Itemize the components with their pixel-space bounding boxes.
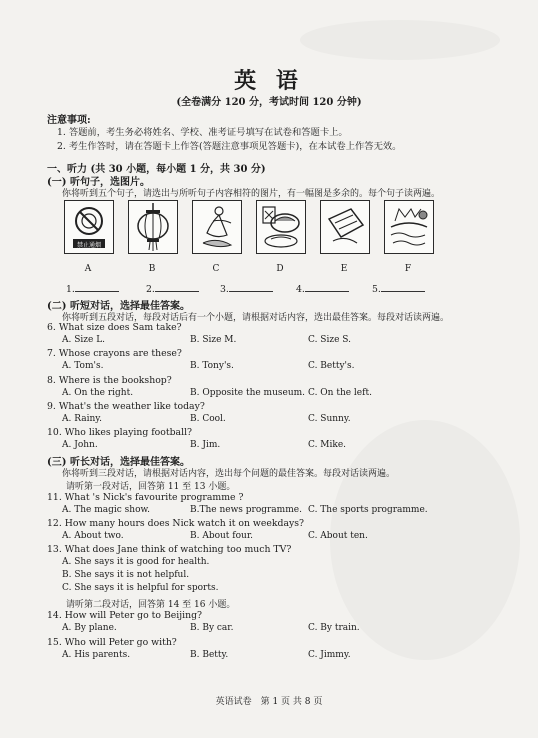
option-b[interactable]: B. About four.: [190, 531, 254, 541]
blank-number: 5.: [372, 284, 381, 295]
page-footer: 英语试卷 第 1 页 共 8 页: [215, 697, 323, 707]
part-instruction: 你将听到三段对话，请根据对话内容，选出每个问题的最佳答案。每段对话读两遍。: [62, 469, 396, 479]
picture-d-dumplings: [256, 200, 306, 254]
option-a[interactable]: A. She says it is good for health.: [62, 557, 210, 567]
part-heading: (二) 听短对话，选择最佳答案。: [47, 301, 190, 312]
option-c[interactable]: C. On the left.: [308, 388, 372, 398]
option-c[interactable]: C. She says it is helpful for sports.: [62, 583, 219, 593]
section-heading: 一、听力 (共 30 小题，每小题 1 分，共 30 分): [47, 164, 266, 175]
option-b[interactable]: B.The news programme.: [190, 505, 302, 515]
option-a[interactable]: A. Size L.: [62, 335, 106, 345]
scan-smudge: [300, 20, 500, 60]
blank-line: [229, 282, 273, 292]
question-7: 7. Whose crayons are these?: [47, 348, 182, 359]
blank-number: 4.: [296, 284, 305, 295]
blank-line: [75, 282, 119, 292]
question-6: 6. What size does Sam take?: [47, 322, 182, 333]
sign-text: 禁止通烟: [77, 242, 102, 249]
part-heading: (三) 听长对话，选择最佳答案。: [47, 457, 190, 468]
answer-blank-4[interactable]: [296, 282, 349, 295]
answer-blank-2[interactable]: [146, 282, 199, 295]
option-a[interactable]: A. By plane.: [62, 623, 117, 633]
option-c[interactable]: C. Sunny.: [308, 414, 351, 424]
question-9: 9. What's the weather like today?: [47, 401, 205, 412]
option-b[interactable]: B. Betty.: [190, 650, 229, 660]
blank-number: 1.: [66, 284, 75, 295]
answer-blank-3[interactable]: [220, 282, 273, 295]
question-13: 13. What does Jane think of watching too much TV?: [47, 544, 292, 555]
option-c[interactable]: C. By train.: [308, 623, 360, 633]
picture-a-no-smoking-sign: [64, 200, 114, 254]
option-a[interactable]: A. His parents.: [62, 650, 131, 660]
picture-f-dragon-boat: [384, 200, 434, 254]
option-c[interactable]: C. The sports programme.: [308, 505, 428, 515]
question-15: 15. Who will Peter go with?: [47, 637, 177, 648]
option-c[interactable]: C. Mike.: [308, 440, 347, 450]
option-b[interactable]: B. By car.: [190, 623, 234, 633]
option-c[interactable]: C. Betty's.: [308, 361, 355, 371]
option-b[interactable]: B. Opposite the museum.: [190, 388, 306, 398]
option-a[interactable]: A. Rainy.: [62, 414, 102, 424]
part-instruction: 你将听到五段对话，每段对话后有一个小题，请根据对话内容，选出最佳答案。每段对话读两遍。: [62, 313, 450, 323]
picture-label: A: [84, 264, 92, 274]
picture-label: E: [340, 264, 348, 274]
question-11: 11. What 's Nick's favourite programme ?: [47, 492, 244, 503]
question-10: 10. Who likes playing football?: [47, 427, 193, 438]
picture-label: B: [148, 264, 156, 274]
question-8: 8. Where is the bookshop?: [47, 375, 172, 386]
blank-number: 3.: [220, 284, 229, 295]
option-c[interactable]: C. Jimmy.: [308, 650, 351, 660]
part-heading: (一) 听句子，选图片。: [47, 177, 150, 188]
option-c[interactable]: C. Size S.: [308, 335, 351, 345]
question-12: 12. How many hours does Nick watch it on weekdays?: [47, 518, 305, 529]
page-subtitle: (全卷满分 120 分，考试时间 120 分钟): [176, 97, 362, 108]
picture-b-lantern: [128, 200, 178, 254]
option-b[interactable]: B. She says it is not helpful.: [62, 570, 190, 580]
option-b[interactable]: B. Tony's.: [190, 361, 234, 371]
blank-line: [155, 282, 199, 292]
notice-heading: 注意事项:: [47, 115, 91, 126]
blank-line: [381, 282, 425, 292]
group-instruction: 请听第二段对话，回答第 14 至 16 小题。: [66, 600, 236, 610]
answer-blank-1[interactable]: [66, 282, 119, 295]
picture-c-figure: [192, 200, 242, 254]
option-b[interactable]: B. Jim.: [190, 440, 221, 450]
picture-label: D: [276, 264, 284, 274]
option-a[interactable]: A. About two.: [62, 531, 124, 541]
question-14: 14. How will Peter go to Beijing?: [47, 610, 203, 621]
notice-item: 1. 答题前，考生务必将姓名、学校、准考证号填写在试卷和答题卡上。: [57, 127, 348, 138]
group-instruction: 请听第一段对话，回答第 11 至 13 小题。: [66, 482, 236, 492]
option-a[interactable]: A. John.: [62, 440, 98, 450]
part-instruction: 你将听到五个句子，请选出与所听句子内容相符的图片，有一幅图是多余的。每个句子读两遍。: [62, 189, 441, 199]
option-c[interactable]: C. About ten.: [308, 531, 368, 541]
option-a[interactable]: A. Tom's.: [62, 361, 104, 371]
option-b[interactable]: B. Size M.: [190, 335, 237, 345]
option-a[interactable]: A. On the right.: [62, 388, 134, 398]
option-b[interactable]: B. Cool.: [190, 414, 226, 424]
blank-number: 2.: [146, 284, 155, 295]
blank-line: [305, 282, 349, 292]
option-a[interactable]: A. The magic show.: [62, 505, 150, 515]
picture-label: C: [212, 264, 220, 274]
picture-e-parcel: [320, 200, 370, 254]
notice-item: 2. 考生作答时，请在答题卡上作答(答题注意事项见答题卡)，在本试卷上作答无效。: [57, 141, 402, 152]
page-title: 英 语: [234, 68, 304, 94]
picture-label: F: [404, 264, 412, 274]
answer-blank-5[interactable]: [372, 282, 425, 295]
